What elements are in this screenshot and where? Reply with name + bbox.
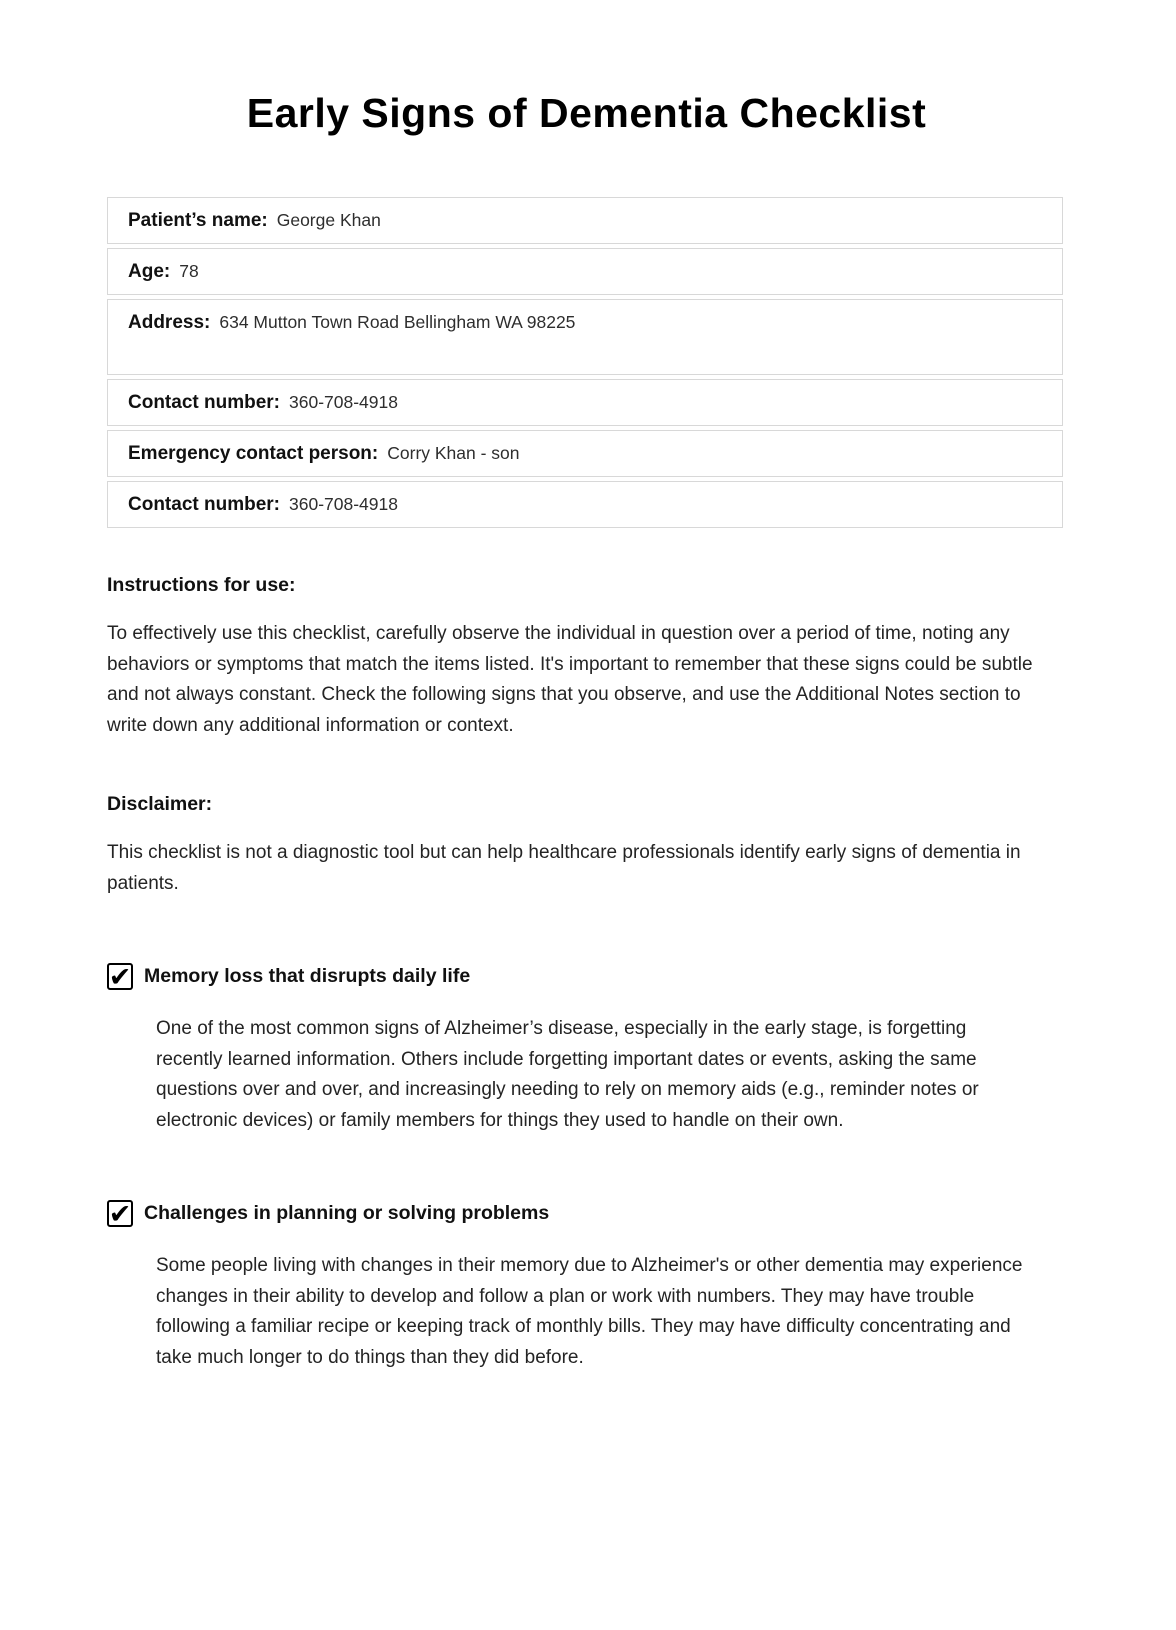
instructions-heading: Instructions for use:: [107, 574, 296, 596]
table-row-emergency-contact: [107, 430, 1063, 477]
patient-name-label: Patient’s name:: [128, 210, 268, 231]
contact-number-label: Contact number:: [128, 392, 280, 413]
table-row-address: [107, 299, 1063, 375]
checklist-item-description: Some people living with changes in their memory due to Alzheimer's or other dementia may experience changes in their ability to develop and follow a plan or work with numbers. They may have trouble following a familiar recipe or keeping track of monthly bills. They may have difficulty concentrating and take much longer to do things than they did before.: [156, 1255, 1023, 1368]
instructions-paragraph: To effectively use this checklist, carefully observe the individual in question over a period of time, noting any behaviors or symptoms that match the items listed. It's important to remember that these signs could be subtle and not always constant. Check the following signs that you observe, and use the Additional Notes section to write down any additional information or context.: [107, 623, 1033, 736]
patient-name-value: George Khan: [276, 210, 381, 230]
address-label: Address:: [128, 312, 211, 333]
emergency-contact-value: Corry Khan - son: [387, 443, 520, 463]
checkbox-memory-loss[interactable]: ✔: [108, 961, 132, 992]
table-row-age: [107, 248, 1063, 295]
page-title: Early Signs of Dementia Checklist: [246, 90, 927, 136]
table-row-emergency-contact-number: [107, 481, 1063, 528]
emergency-contact-number-label: Contact number:: [128, 494, 280, 515]
checklist-item-planning-problems: [107, 1200, 1066, 1373]
checklist-item-label: Challenges in planning or solving problems: [144, 1202, 550, 1224]
emergency-contact-label: Emergency contact person:: [128, 443, 379, 464]
age-value: 78: [179, 261, 199, 281]
contact-number-value: 360-708-4918: [289, 392, 398, 412]
table-row-patient-name: [107, 197, 1063, 244]
patient-info-table: [107, 197, 1063, 528]
table-row-contact-number: [107, 379, 1063, 426]
checklist-item-header: [107, 1200, 1066, 1227]
age-label: Age:: [128, 261, 171, 282]
address-value: 634 Mutton Town Road Bellingham WA 98225: [219, 312, 576, 332]
checklist-item-header: [107, 963, 1066, 990]
disclaimer-heading: Disclaimer:: [107, 793, 213, 815]
document-content: [0, 90, 1176, 1373]
emergency-contact-number-value: 360-708-4918: [289, 494, 398, 514]
checklist-item-label: Memory loss that disrupts daily life: [144, 965, 471, 987]
checkbox-planning-problems[interactable]: ✔: [108, 1198, 132, 1229]
checklist-item-description: One of the most common signs of Alzheimer’s disease, especially in the early stage, is forgetting recently learned information. Others include forgetting important dates or events, asking the same questions over and over, and increasingly needing to rely on memory aids (e.g., reminder notes or electronic devices) or family members for things they used to handle on their own.: [156, 1018, 979, 1131]
checklist-item-memory-loss: [107, 963, 1066, 1136]
disclaimer-paragraph: This checklist is not a diagnostic tool but can help healthcare professionals identify early signs of dementia in patients.: [107, 842, 1021, 894]
